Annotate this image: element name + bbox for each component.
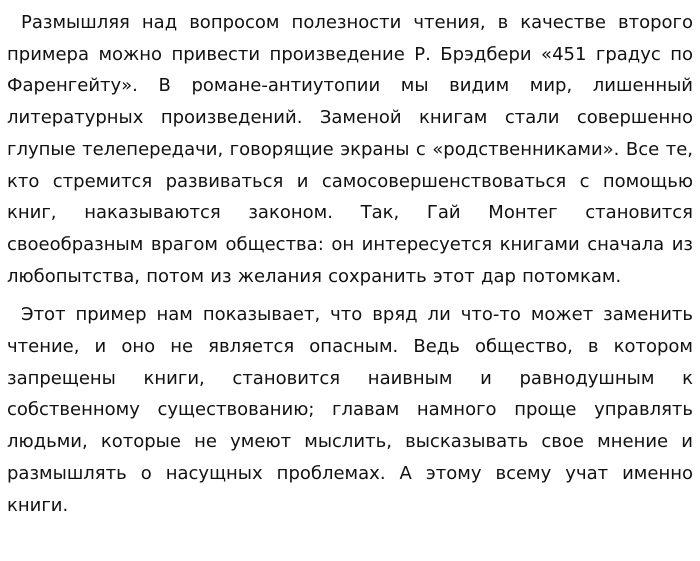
essay-text (7, 7, 693, 521)
paragraph-2: Этот пример нам показывает, что вряд ли что-то может заменить чтение, и оно не является опасным. Ведь общество, в котором запрещены книги, становится наивным и равнодушным к собственному существованию; главам намного проще управлять людьми, которые не умеют мыслить, высказывать свое мнение и размышлять о насущных проблемах. А этому всему учат именно книги. (7, 304, 693, 516)
paragraph-1: Размышляя над вопросом полезности чтения, в качестве второго примера можно привести произведение Р. Брэдбери «451 градус по Фаренгейту». В романе-антиутопии мы видим мир, лишенный литературных произведений. Заменой книгам стали совершенно глупые телепередачи, говорящие экраны с «родственниками». Все те, кто стремится развиваться и самосовершенствоваться с помощью книг, наказываются законом. Так, Гай Монтег становится своеобразным врагом общества: он интересуется книгами сначала из любопытства, потом из желания сохранить этот дар потомкам. (7, 12, 693, 287)
